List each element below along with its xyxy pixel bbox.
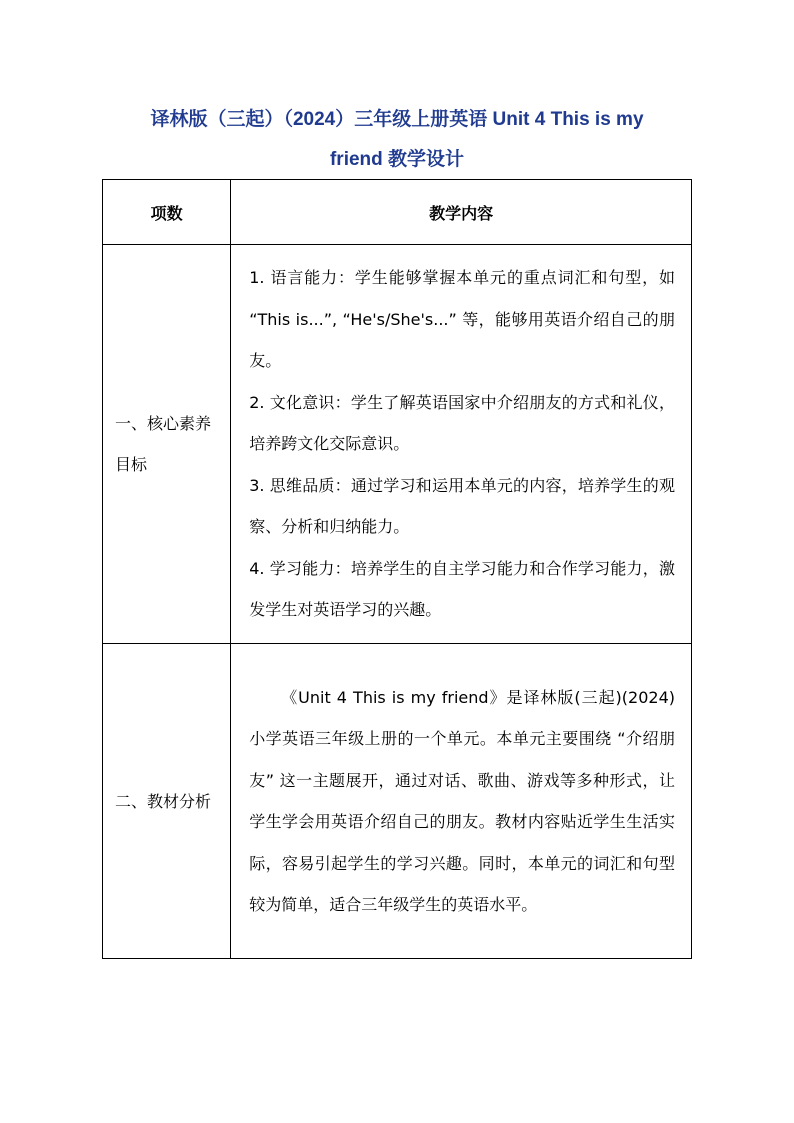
table-row <box>103 245 692 644</box>
row-content-core-literacy <box>231 245 692 644</box>
table-header-row <box>103 180 692 245</box>
table-row <box>103 644 692 959</box>
header-item-count: 项数 <box>103 180 231 245</box>
goal-learning-ability: 4. 学习能力：培养学生的自主学习能力和合作学习能力，激发学生对英语学习的兴趣。 <box>249 558 675 620</box>
header-teaching-content: 教学内容 <box>231 180 692 245</box>
goal-language-ability: 1. 语言能力：学生能够掌握本单元的重点词汇和句型，如 “This is...”, “He's/She's...” 等，能够用英语介绍自己的朋友。 <box>249 268 675 371</box>
row-label-core-literacy: 一、核心素养目标 <box>103 245 231 644</box>
goal-thinking-quality: 3. 思维品质：通过学习和运用本单元的内容，培养学生的观察、分析和归纳能力。 <box>249 475 675 537</box>
textbook-analysis-paragraph: 《Unit 4 This is my friend》是译林版(三起)(2024)小学英语三年级上册的一个单元。本单元主要围绕 “介绍朋友” 这一主题展开，通过对话、歌曲、游戏等多种形式，让学生学会用英语介绍自己的朋友。教材内容贴近学生生活实际，容易引起学生的学习兴趣。同时，本单元的词汇和句型较为简单，适合三年级学生的英语水平。 <box>249 687 675 914</box>
document-title-line-1: 译林版（三起）（2024）三年级上册英语 Unit 4 This is my <box>150 109 644 130</box>
row-content-textbook-analysis <box>231 644 692 959</box>
lesson-plan-table <box>102 179 692 959</box>
row-label-textbook-analysis: 二、教材分析 <box>103 644 231 959</box>
document-title-line-2: friend 教学设计 <box>329 149 465 170</box>
goal-cultural-awareness: 2. 文化意识：学生了解英语国家中介绍朋友的方式和礼仪，培养跨文化交际意识。 <box>249 392 675 454</box>
